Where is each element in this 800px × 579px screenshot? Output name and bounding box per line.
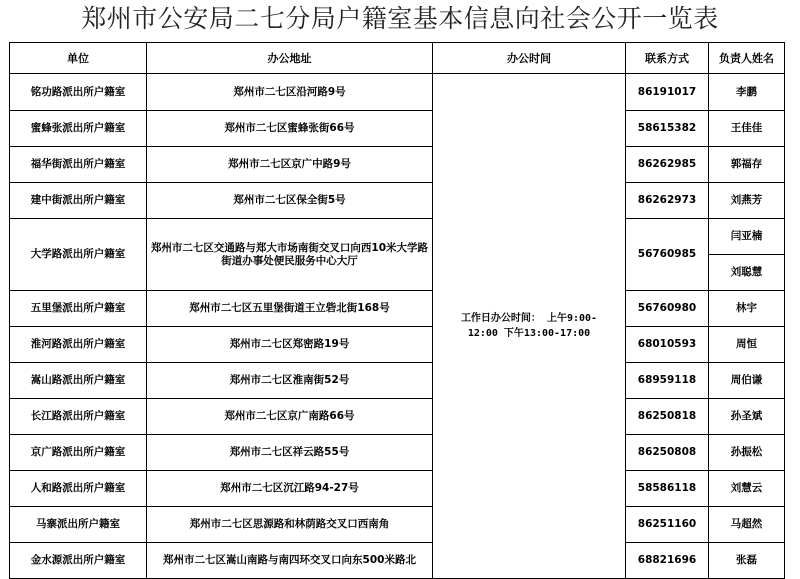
phone-cell: 86262985 <box>626 147 709 183</box>
address-cell: 郑州市二七区蜜蜂张街66号 <box>147 111 433 147</box>
table-row <box>10 399 785 435</box>
address-cell: 郑州市二七区沉江路94-27号 <box>147 471 433 507</box>
person-cell: 刘燕芳 <box>709 183 785 219</box>
address-cell: 郑州市二七区交通路与郑大市场南街交叉口向西10米大学路街道办事处便民服务中心大厅 <box>147 219 433 291</box>
person-cell: 闫亚楠 <box>709 219 785 255</box>
address-cell: 郑州市二七区祥云路55号 <box>147 435 433 471</box>
phone-cell: 58586118 <box>626 471 709 507</box>
person-cell: 周恒 <box>709 327 785 363</box>
header-address: 办公地址 <box>147 43 433 74</box>
phone-cell: 56760980 <box>626 291 709 327</box>
phone-cell: 86250808 <box>626 435 709 471</box>
phone-cell: 58615382 <box>626 111 709 147</box>
unit-cell: 京广路派出所户籍室 <box>10 435 147 471</box>
table-row <box>10 183 785 219</box>
address-cell: 郑州市二七区保全街5号 <box>147 183 433 219</box>
unit-cell: 大学路派出所户籍室 <box>10 219 147 291</box>
unit-cell: 福华街派出所户籍室 <box>10 147 147 183</box>
info-table <box>9 42 785 579</box>
address-cell: 郑州市二七区淮南街52号 <box>147 363 433 399</box>
person-cell: 孙圣斌 <box>709 399 785 435</box>
header-phone: 联系方式 <box>626 43 709 74</box>
unit-cell: 五里堡派出所户籍室 <box>10 291 147 327</box>
phone-cell: 86262973 <box>626 183 709 219</box>
address-cell: 郑州市二七区沿河路9号 <box>147 74 433 111</box>
header-unit: 单位 <box>10 43 147 74</box>
person-cell: 马超然 <box>709 507 785 543</box>
table-row <box>10 543 785 579</box>
phone-cell: 68821696 <box>626 543 709 579</box>
table-row <box>10 507 785 543</box>
person-cell: 周伯谦 <box>709 363 785 399</box>
page-title: 郑州市公安局二七分局户籍室基本信息向社会公开一览表 <box>81 4 719 33</box>
person-cell: 孙振松 <box>709 435 785 471</box>
header-row <box>10 43 785 74</box>
address-cell: 郑州市二七区嵩山南路与南四环交叉口向东500米路北 <box>147 543 433 579</box>
unit-cell: 金水源派出所户籍室 <box>10 543 147 579</box>
person-cell: 刘慧云 <box>709 471 785 507</box>
phone-cell: 68959118 <box>626 363 709 399</box>
unit-cell: 蜜蜂张派出所户籍室 <box>10 111 147 147</box>
unit-cell: 人和路派出所户籍室 <box>10 471 147 507</box>
address-cell: 郑州市二七区五里堡街道王立砦北街168号 <box>147 291 433 327</box>
unit-cell: 建中街派出所户籍室 <box>10 183 147 219</box>
header-person: 负责人姓名 <box>709 43 785 74</box>
person-cell: 郭福存 <box>709 147 785 183</box>
table-row <box>10 219 785 255</box>
person-cell: 李鹏 <box>709 74 785 111</box>
phone-cell: 86191017 <box>626 74 709 111</box>
unit-cell: 淮河路派出所户籍室 <box>10 327 147 363</box>
header-hours: 办公时间 <box>433 43 626 74</box>
table-row <box>10 435 785 471</box>
office-hours-cell: 工作日办公时间： 上午9:00-12:00 下午13:00-17:00 <box>433 74 626 579</box>
unit-cell: 嵩山路派出所户籍室 <box>10 363 147 399</box>
unit-cell: 长江路派出所户籍室 <box>10 399 147 435</box>
person-cell: 林宇 <box>709 291 785 327</box>
table-row <box>10 327 785 363</box>
table-row <box>10 363 785 399</box>
address-cell: 郑州市二七区思源路和林荫路交叉口西南角 <box>147 507 433 543</box>
table-row <box>10 111 785 147</box>
unit-cell: 马寨派出所户籍室 <box>10 507 147 543</box>
table-row <box>10 471 785 507</box>
address-cell: 郑州市二七区郑密路19号 <box>147 327 433 363</box>
address-cell: 郑州市二七区京广中路9号 <box>147 147 433 183</box>
person-cell: 王佳佳 <box>709 111 785 147</box>
phone-cell: 86250818 <box>626 399 709 435</box>
person-cell: 张磊 <box>709 543 785 579</box>
phone-cell: 68010593 <box>626 327 709 363</box>
person-cell: 刘聪慧 <box>709 255 785 291</box>
phone-cell: 56760985 <box>626 219 709 291</box>
phone-cell: 86251160 <box>626 507 709 543</box>
address-cell: 郑州市二七区京广南路66号 <box>147 399 433 435</box>
table-row <box>10 74 785 111</box>
table-row <box>10 147 785 183</box>
unit-cell: 铭功路派出所户籍室 <box>10 74 147 111</box>
table-row <box>10 291 785 327</box>
